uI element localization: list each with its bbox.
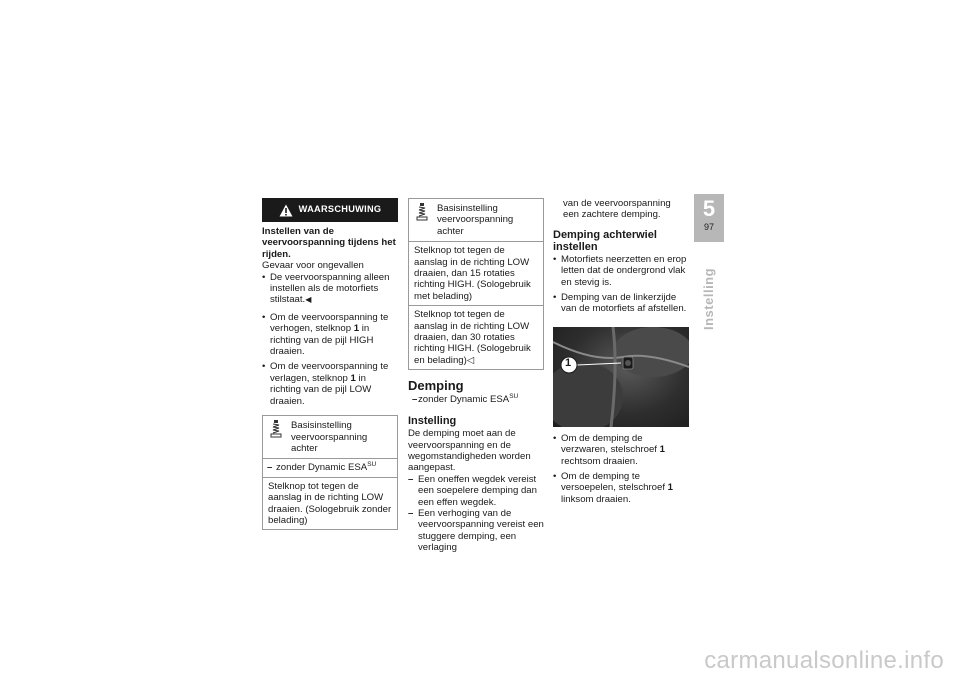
list-item: • Om de veervoorspanning te verhogen, stelknop 1 in richting van de pijl HIGH draaien. bbox=[262, 312, 398, 358]
end-mark: ◁ bbox=[466, 354, 475, 366]
column-1 bbox=[262, 198, 398, 530]
spec-table-condition: – zonder Dynamic $ESA^{SU}$ bbox=[263, 459, 397, 477]
list-item: • Om de demping te versoepelen, stelschroef 1 linksom draaien. bbox=[553, 471, 689, 505]
chapter-tab bbox=[694, 194, 724, 242]
spec-table-1 bbox=[262, 415, 398, 530]
list-item: • Om de demping de verzwaren, stelschroef 1 rechtsom draaien. bbox=[553, 433, 689, 467]
damping-adjuster-photo bbox=[553, 327, 689, 427]
section-condition: – zonder Dynamic $ESA^{SU}$ bbox=[408, 394, 544, 405]
warning-triangle-icon bbox=[279, 204, 293, 217]
spring-adjust-icon bbox=[415, 203, 437, 237]
list-item: – Een oneffen wegdek vereist een soepelere demping dan een effen wegdek. bbox=[408, 474, 544, 508]
chapter-number: 5 bbox=[702, 196, 716, 221]
warning-title: WAARSCHUWING bbox=[298, 204, 382, 215]
list-item: • Motorfiets neerzetten en erop letten dat de ondergrond vlak en stevig is. bbox=[553, 254, 689, 288]
spring-adjust-icon bbox=[269, 420, 291, 454]
list-item: • Demping van de linkerzijde van de motorfiets af afstellen. bbox=[553, 292, 689, 315]
warning-risk: Gevaar voor ongevallen bbox=[262, 260, 364, 272]
subsection-title-damping-rear: Demping achterwiel instellen bbox=[553, 228, 657, 253]
photo-callout-1: 1 bbox=[565, 356, 572, 369]
spec-table-row: Stelknop tot tegen de aanslag in de richting LOW draaien, dan 30 rotaties richting HIGH. (Sologebruik en belading)◁ bbox=[414, 309, 531, 366]
column-2 bbox=[408, 198, 544, 554]
end-mark: ◀ bbox=[305, 295, 312, 305]
warning-bullets bbox=[262, 272, 398, 306]
damping-dash-list bbox=[408, 474, 544, 554]
adjuster-illustration bbox=[553, 327, 689, 427]
list-item: • De veervoorspanning alleen instellen als de motorfiets stilstaat.◀ bbox=[262, 272, 398, 306]
warning-banner bbox=[262, 198, 398, 222]
section-title-demping: Demping bbox=[408, 378, 464, 394]
spec-table-header: Basisinstelling veervoorspanning achter bbox=[409, 199, 543, 242]
continuation-text: van de veervoorspanning een zachtere demping. bbox=[563, 198, 671, 221]
spec-table-2 bbox=[408, 198, 544, 370]
setup-bullets bbox=[553, 254, 689, 315]
list-item: • Om de veervoorspanning te verlagen, stelknop 1 in richting van de pijl LOW draaien. bbox=[262, 361, 398, 407]
list-item: – Een verhoging van de veervoorspanning vereist een stuggere demping, een verlaging bbox=[408, 508, 544, 554]
spec-table-row: Stelknop tot tegen de aanslag in de richting LOW draaien. (Sologebruik zonder belading) bbox=[268, 480, 392, 526]
warning-heading: Instellen van de veervoorspanning tijdens het rijden. bbox=[262, 226, 396, 260]
damping-bullets bbox=[553, 433, 689, 505]
spec-table-row: Stelknop tot tegen de aanslag in de richting LOW draaien, dan 15 rotaties richting HIGH. (Sologebruik met belading) bbox=[409, 242, 543, 306]
page-number: 97 bbox=[703, 222, 714, 232]
spec-table-header: Basisinstelling veervoorspanning achter bbox=[263, 416, 397, 459]
subsection-title-instelling: Instelling bbox=[408, 415, 457, 428]
intro-text: De demping moet aan de veervoorspanning en de wegomstandigheden worden aangepast. bbox=[408, 428, 531, 474]
watermark: carmanualsonline.info bbox=[704, 647, 944, 674]
column-3 bbox=[553, 198, 689, 505]
adjust-bullets bbox=[262, 312, 398, 407]
chapter-label: Instelling bbox=[701, 267, 716, 330]
